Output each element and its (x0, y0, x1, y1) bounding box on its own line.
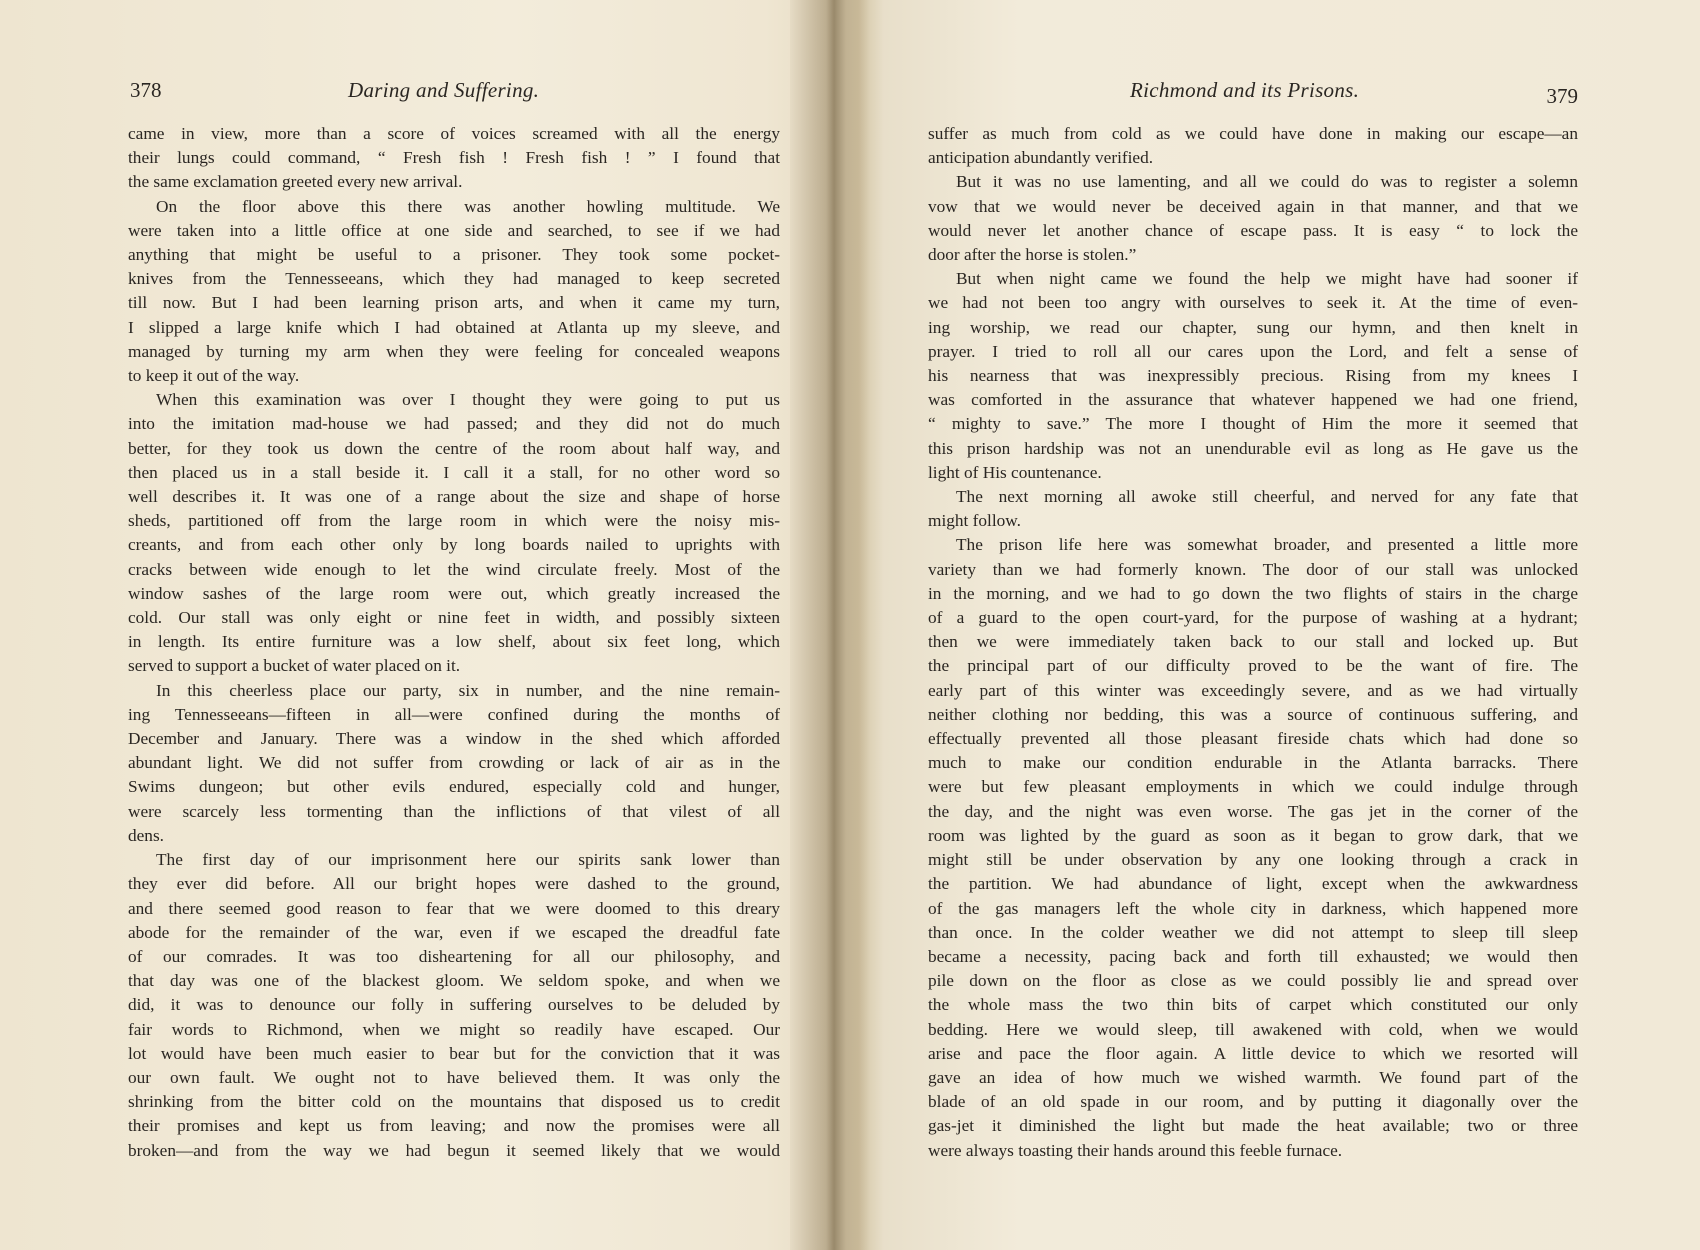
text-line: did, it was to denounce our folly in suffering ourselves to be deluded by (128, 995, 780, 1015)
text-line: The next morning all awoke still cheerful, and nerved for any fate that (956, 487, 1578, 507)
text-line: were but few pleasant employments in which we could indulge through (928, 777, 1578, 797)
text-line: dens. (128, 825, 164, 845)
text-line: abundant light. We did not suffer from crowding or lack of air as in the (128, 753, 780, 773)
left-running-head: Daring and Suffering. (348, 78, 540, 102)
text-line: abode for the remainder of the war, even if we escaped the dreadful fate (128, 922, 780, 942)
text-line: would never let another chance of escape pass. It is easy “ to lock the (928, 220, 1578, 240)
text-line: into the imitation mad-house we had passed; and they did not do much (128, 414, 780, 434)
text-line: gave an idea of how much we wished warmth. We found part of the (928, 1067, 1578, 1087)
book-gutter (790, 0, 870, 1250)
text-line: their promises and kept us from leaving; and now the promises were all (128, 1116, 780, 1136)
text-line: The first day of our imprisonment here our spirits sank lower than (156, 850, 780, 870)
text-line: December and January. There was a window in the shed which afforded (128, 729, 780, 749)
text-line: But when night came we found the help we might have had sooner if (956, 269, 1578, 289)
left-page-header (120, 78, 788, 118)
text-line: to keep it out of the way. (128, 366, 300, 386)
text-line: effectually prevented all those pleasant fireside chats which had done so (928, 729, 1578, 749)
text-line: were scarcely less tormenting than the inflictions of that vilest of all (128, 801, 780, 821)
text-line: door after the horse is stolen.” (928, 245, 1137, 265)
text-line: in the morning, and we had to go down the two flights of stairs in the charge (928, 583, 1578, 603)
text-line: that day was one of the blackest gloom. We seldom spoke, and when we (128, 971, 780, 991)
text-line: then we were immediately taken back to our stall and locked up. But (928, 632, 1578, 652)
text-line: broken—and from the way we had begun it seemed likely that we would (128, 1140, 780, 1160)
text-line: ing Tennesseeans—fifteen in all—were confined during the months of (128, 704, 780, 724)
text-line: creants, and from each other only by long boards nailed to uprights with (128, 535, 780, 555)
text-line: the whole mass the two thin bits of carpet which constituted our only (928, 995, 1578, 1015)
text-line: the same exclamation greeted every new arrival. (128, 172, 463, 192)
text-line: neither clothing nor bedding, this was a source of continuous suffering, and (928, 704, 1578, 724)
text-line: gas-jet it diminished the light but made the heat available; two or three (928, 1116, 1578, 1136)
left-page-number: 378 (130, 78, 162, 102)
text-line: anticipation abundantly verified. (928, 148, 1154, 168)
text-line: might still be under observation by any one looking through a crack in (928, 850, 1578, 870)
text-line: Swims dungeon; but other evils endured, especially cold and hunger, (128, 777, 780, 797)
text-line: this prison hardship was not an unendurable evil as long as He gave us the (928, 438, 1578, 458)
text-line: and there seemed good reason to fear that we were doomed to this dreary (128, 898, 780, 918)
text-line: sheds, partitioned off from the large room in which were the noisy mis- (128, 511, 780, 531)
text-line: the partition. We had abundance of light, except when the awkwardness (928, 874, 1578, 894)
text-line: pile down on the floor as close as we could possibly lie and spread over (928, 971, 1578, 991)
text-line: The prison life here was somewhat broader, and presented a little more (956, 535, 1578, 555)
text-line: window sashes of the large room were out, which greatly increased the (128, 583, 780, 603)
text-line: became a necessity, pacing back and forth till exhausted; we would then (928, 946, 1578, 966)
text-line: early part of this winter was exceedingly severe, and as we had virtually (928, 680, 1578, 700)
text-line: better, for they took us down the centre of the room about half way, and (128, 438, 780, 458)
text-line: ing worship, we read our chapter, sung our hymn, and then knelt in (928, 317, 1578, 337)
left-page (120, 0, 788, 1250)
text-line: then placed us in a stall beside it. I call it a stall, for no other word so (128, 462, 780, 482)
text-line: of the gas managers left the whole city in darkness, which happened more (928, 898, 1578, 918)
text-line: In this cheerless place our party, six in number, and the nine remain- (156, 680, 780, 700)
text-line: of a guard to the open court-yard, for the purpose of washing at a hydrant; (928, 608, 1578, 628)
text-line: variety than we had formerly known. The door of our stall was unlocked (928, 559, 1578, 579)
text-line: But it was no use lamenting, and all we could do was to register a solemn (956, 172, 1578, 192)
text-line: our own fault. We ought not to have believed them. It was only the (128, 1067, 780, 1087)
text-line: bedding. Here we would sleep, till awakened with cold, when we would (928, 1019, 1578, 1039)
text-line: On the floor above this there was another howling multitude. We (156, 196, 780, 216)
text-line: well describes it. It was one of a range about the size and shape of horse (128, 487, 780, 507)
text-line: much to make our condition endurable in the Atlanta barracks. There (928, 753, 1578, 773)
text-line: was comforted in the assurance that whatever happened we had one friend, (928, 390, 1578, 410)
text-line: of our comrades. It was too disheartening for all our philosophy, and (128, 946, 780, 966)
text-line: room was lighted by the guard as soon as it began to grow dark, that we (928, 825, 1578, 845)
text-line: were taken into a little office at one side and searched, to see if we had (128, 220, 780, 240)
right-page-header (928, 78, 1578, 118)
text-line: till now. But I had been learning prison arts, and when it came my turn, (128, 293, 780, 313)
text-line: might follow. (928, 511, 1021, 531)
text-line: his nearness that was inexpressibly precious. Rising from my knees I (928, 366, 1578, 386)
text-line: suffer as much from cold as we could have done in making our escape—an (928, 124, 1578, 143)
text-line: blade of an old spade in our room, and by putting it diagonally over the (928, 1092, 1578, 1112)
right-running-head: Richmond and its Prisons. (1130, 78, 1360, 102)
text-line: When this examination was over I thought they were going to put us (156, 390, 780, 410)
text-line: they ever did before. All our bright hopes were dashed to the ground, (128, 874, 780, 894)
text-line: than once. In the colder weather we did not attempt to sleep till sleep (928, 922, 1578, 942)
text-line: vow that we would never be deceived again in that manner, and that we (928, 196, 1578, 216)
text-line: cold. Our stall was only eight or nine feet in width, and possibly sixteen (128, 608, 780, 628)
text-line: knives from the Tennesseeans, which they had managed to keep secreted (128, 269, 780, 289)
text-line: in length. Its entire furniture was a low shelf, about six feet long, which (128, 632, 780, 652)
text-line: light of His countenance. (928, 462, 1102, 482)
text-line: shrinking from the bitter cold on the mountains that disposed us to credit (128, 1092, 780, 1112)
text-line: prayer. I tried to roll all our cares upon the Lord, and felt a sense of (928, 341, 1578, 361)
text-line: fair words to Richmond, when we might so readily have escaped. Our (128, 1019, 780, 1039)
left-page-body (128, 122, 780, 1163)
text-line: managed by turning my arm when they were feeling for concealed weapons (128, 341, 780, 361)
text-line: anything that might be useful to a prisoner. They took some pocket- (128, 245, 780, 265)
right-page-body (928, 122, 1578, 1163)
text-line: served to support a bucket of water placed on it. (128, 656, 461, 676)
text-line: we had not been too angry with ourselves to seek it. At the time of even- (928, 293, 1578, 313)
text-line: came in view, more than a score of voices screamed with all the energy (128, 124, 780, 143)
text-line: their lungs could command, “ Fresh fish ! Fresh fish ! ” I found that (128, 148, 780, 168)
right-page (928, 0, 1578, 1250)
text-line: “ mighty to save.” The more I thought of Him the more it seemed that (928, 414, 1578, 434)
text-line: arise and pace the floor again. A little device to which we resorted will (928, 1043, 1578, 1063)
text-line: the day, and the night was even worse. The gas jet in the corner of the (928, 801, 1578, 821)
text-line: the principal part of our difficulty proved to be the want of fire. The (928, 656, 1578, 676)
text-line: were always toasting their hands around this feeble furnace. (928, 1140, 1343, 1160)
text-line: lot would have been much easier to bear but for the conviction that it was (128, 1043, 780, 1063)
text-line: I slipped a large knife which I had obtained at Atlanta up my sleeve, and (128, 317, 780, 337)
text-line: cracks between wide enough to let the wind circulate freely. Most of the (128, 559, 780, 579)
right-page-number: 379 (1546, 84, 1578, 108)
